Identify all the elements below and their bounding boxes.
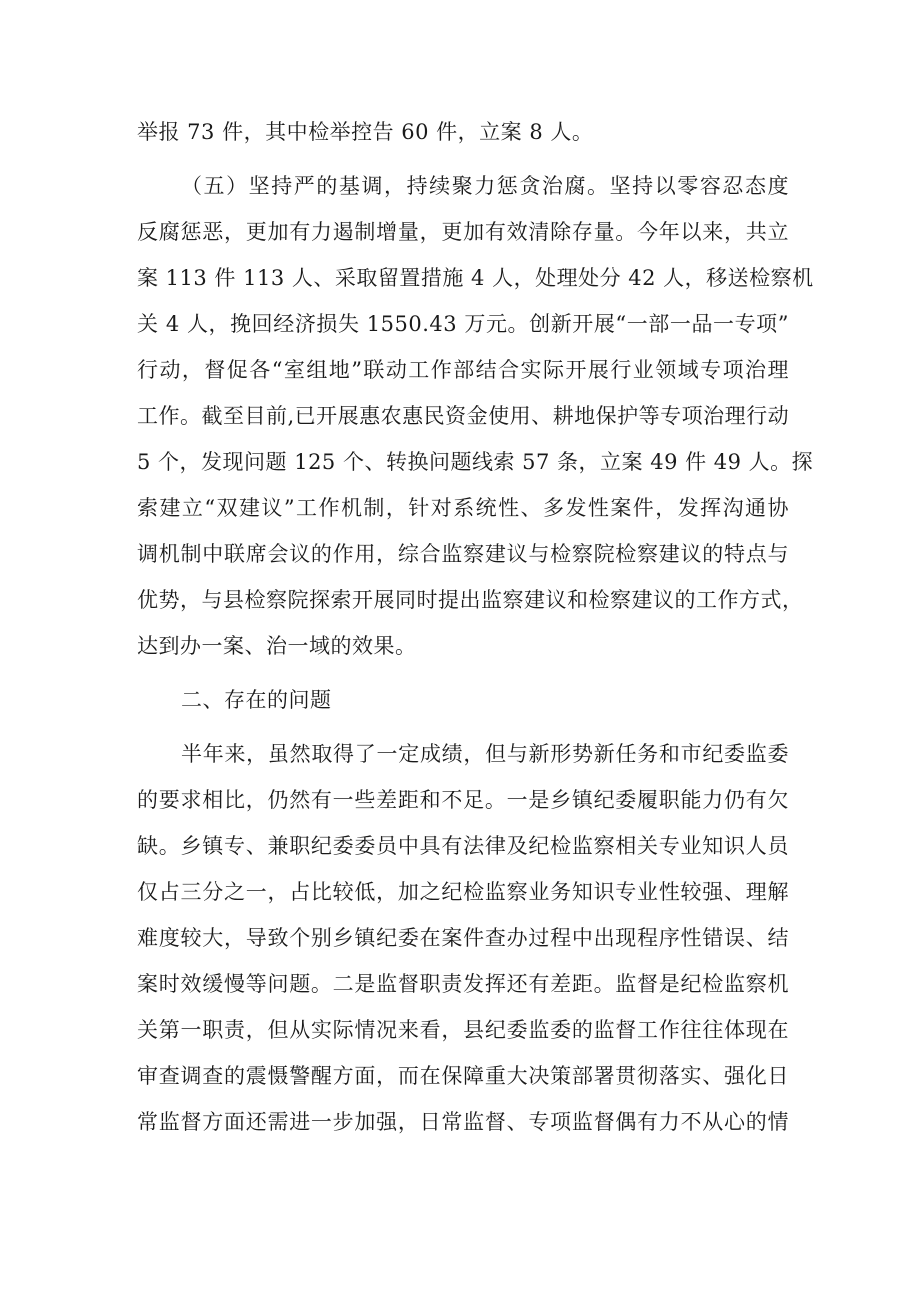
paragraph-line: 关第一职责，但从实际情况来看，县纪委监委的监督工作往往体现在 <box>137 1018 789 1042</box>
paragraph-line: 审查调查的震慑警醒方面，而在保障重大决策部署贯彻落实、强化日 <box>137 1064 789 1088</box>
paragraph-line: 的要求相比，仍然有一些差距和不足。一是乡镇纪委履职能力仍有欠 <box>137 788 789 812</box>
paragraph-line: 达到办一案、治一域的效果。 <box>137 634 417 658</box>
paragraph-line: 仅占三分之一，占比较低，加之纪检监察业务知识专业性较强、理解 <box>137 880 789 904</box>
paragraph-line: 工作。截至目前,已开展惠农惠民资金使用、耕地保护等专项治理行动 <box>137 404 790 428</box>
paragraph-line: 常监督方面还需进一步加强，日常监督、专项监督偶有力不从心的情 <box>137 1110 789 1134</box>
paragraph-line: 缺。乡镇专、兼职纪委委员中具有法律及纪检监察相关专业知识人员 <box>137 834 789 858</box>
section-heading: 二、存在的问题 <box>181 688 332 712</box>
paragraph-line: （五）坚持严的基调，持续聚力惩贪治腐。坚持以零容忍态度 <box>181 174 789 198</box>
paragraph-line: 优势，与县检察院探索开展同时提出监察建议和检察建议的工作方式， <box>137 588 804 612</box>
paragraph-line: 索建立“双建议”工作机制，针对系统性、多发性案件，发挥沟通协 <box>137 496 789 520</box>
paragraph-line: 关 4 人，挽回经济损失 1550.43 万元。创新开展“一部一品一专项” <box>137 312 789 336</box>
paragraph-line: 调机制中联席会议的作用，综合监察建议与检察院检察建议的特点与 <box>137 542 789 566</box>
paragraph-line: 案时效缓慢等问题。二是监督职责发挥还有差距。监督是纪检监察机 <box>137 972 789 996</box>
paragraph-line: 反腐惩恶，更加有力遏制增量，更加有效清除存量。今年以来，共立 <box>137 220 789 244</box>
paragraph-line: 半年来，虽然取得了一定成绩，但与新形势新任务和市纪委监委 <box>181 742 789 766</box>
paragraph-line: 行动，督促各“室组地”联动工作部结合实际开展行业领域专项治理 <box>137 358 789 382</box>
paragraph-line: 5 个，发现问题 125 个、转换问题线索 57 条，立案 49 件 49 人。探 <box>137 450 814 474</box>
paragraph-line: 举报 73 件，其中检举控告 60 件，立案 8 人。 <box>137 120 594 144</box>
paragraph-line: 案 113 件 113 人、采取留置措施 4 人，处理处分 42 人，移送检察机 <box>137 266 814 290</box>
paragraph-line: 难度较大，导致个别乡镇纪委在案件查办过程中出现程序性错误、结 <box>137 926 789 950</box>
